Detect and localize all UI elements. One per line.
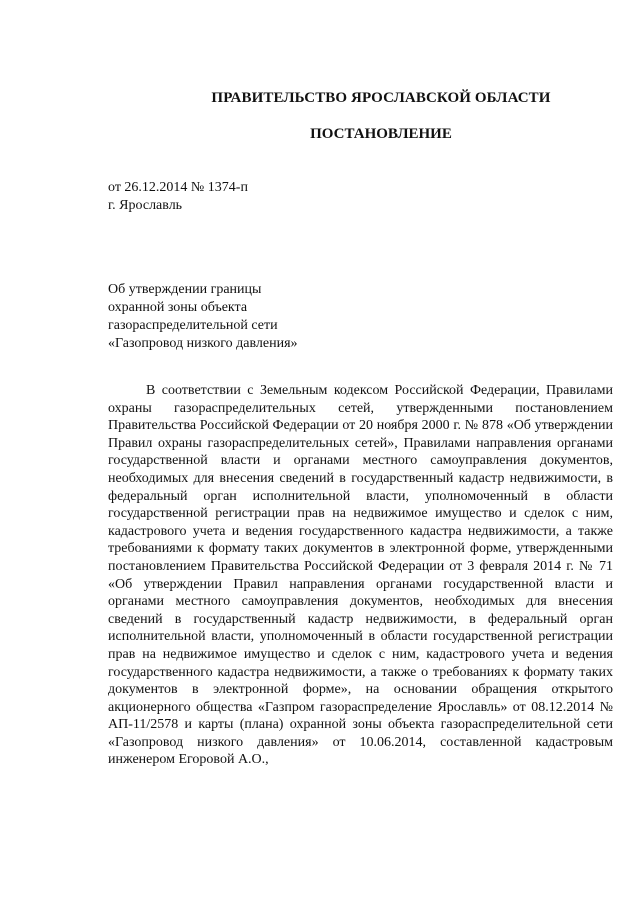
date-number: от 26.12.2014 № 1374-п (108, 180, 248, 195)
subject-line: «Газопровод низкого давления» (108, 336, 298, 351)
subject-line: охранной зоны объекта (108, 300, 248, 315)
subject-line: Об утверждении границы (108, 282, 262, 297)
city: г. Ярославль (108, 198, 183, 213)
body-paragraph: В соответствии с Земельным кодексом Российской Федерации, Правилами охраны газораспределительных сетей, утвержденными постановлением Правительства Российской Федерации от 20 ноября 2000 г. № 878 «Об утверждении Правил охраны газораспределительных сетей», Правилами направления органами государственной власти и органами местного самоуправления документов, необходимых для внесения сведений в государственный кадастр недвижимости, в федеральный орган исполнительной власти, уполномоченный в области государственной регистрации прав на недвижимое имущество и сделок с ним, кадастрового учета и ведения государственного кадастра недвижимости, а также требованиями к формату таких документов в электронной форме, утвержденными постановлением Правительства Российской Федерации от 3 февраля 2014 г. № 71 «Об утверждении Правил направления органами государственной власти и органами местного самоуправления документов, необходимых для внесения сведений в государственный кадастр недвижимости, в федеральный орган исполнительной власти, уполномоченный в области государственной регистрации прав на недвижимое имущество и сделок с ним, кадастрового учета и ведения государственного кадастра недвижимости, а также о требованиях к формату таких документов в электронной форме», на основании обращения открытого акционерного общества «Газпром газораспределение Ярославль» от 08.12.2014 № АП-11/2578 и карты (плана) охранной зоны объекта газораспределительной сети «Газопровод низкого давления» от 10.06.2014, составленной кадастровым инженером Егоровой А.О., (108, 383, 613, 768)
document-meta (108, 179, 248, 215)
government-title: ПРАВИТЕЛЬСТВО ЯРОСЛАВСКОЙ ОБЛАСТИ (211, 90, 551, 106)
subject-line: газораспределительной сети (108, 318, 278, 333)
subject-block (108, 281, 298, 353)
document-type-title: ПОСТАНОВЛЕНИЕ (310, 126, 452, 142)
